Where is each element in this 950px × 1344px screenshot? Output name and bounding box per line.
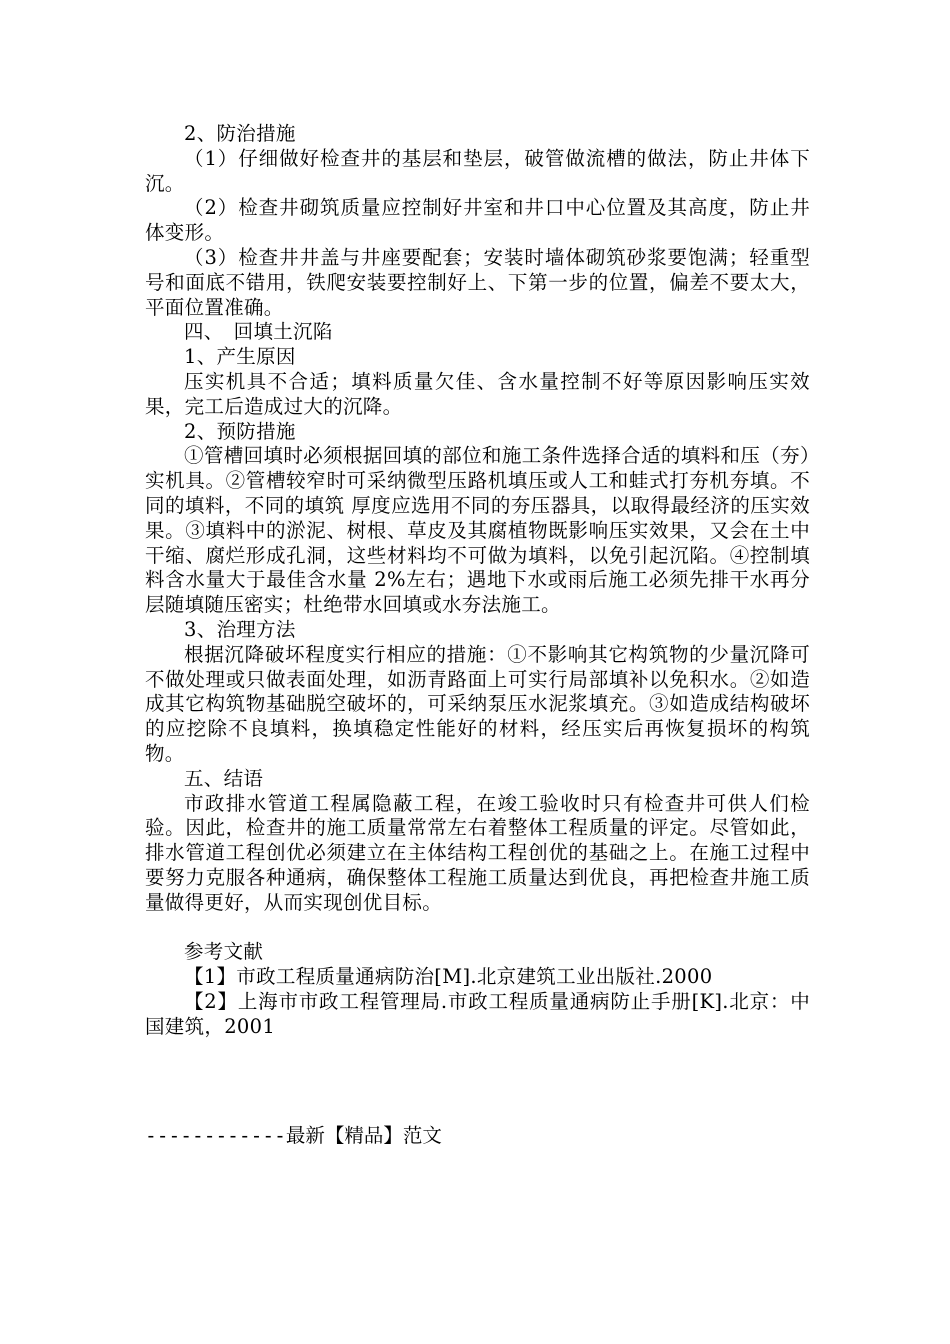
- paragraph-measure-3: （3）检查井井盖与井座要配套；安装时墙体砌筑砂浆要饱满；轻重型号和面底不错用，铁爬安装要控制好上、下第一步的位置，偏差不要太大，平面位置准确。: [145, 245, 810, 319]
- reference-item-2: 【2】上海市市政工程管理局.市政工程质量通病防止手册[K].北京：中国建筑，2001: [145, 989, 810, 1038]
- references-title: 参考文献: [184, 940, 264, 964]
- heading-preventive-measures: 2、预防措施: [184, 419, 296, 443]
- heading-causes: 1、产生原因: [184, 345, 296, 369]
- heading-treatment: 3、治理方法: [184, 617, 296, 641]
- heading-conclusion: 五、结语: [184, 766, 264, 790]
- heading-section-4: 四、 回填土沉陷: [184, 320, 333, 344]
- paragraph-conclusion: 市政排水管道工程属隐蔽工程，在竣工验收时只有检查井可供人们检验。因此，检查井的施工质量常常左右着整体工程质量的评定。尽管如此，排水管道工程创优必须建立在主体结构工程创优的基础之上。在施工过程中要努力克服各种通病，确保整体工程施工质量达到优良，再把检查井施工质量做得更好，从而实现创优目标。: [145, 791, 810, 914]
- footer-label: 最新【精品】范文: [285, 1124, 442, 1147]
- paragraph-treatment: 根据沉降破坏程度实行相应的措施：①不影响其它构筑物的少量沉降可不做处理或只做表面处理，如沥青路面上可实行局部填补以免积水。②如造成其它构筑物基础脱空破坏的，可采纳泵压水泥浆填充。③如造成结构破坏的应挖除不良填料，换填稳定性能好的材料，经压实后再恢复损坏的构筑物。: [145, 642, 810, 765]
- footer-banner: [145, 1124, 442, 1149]
- reference-item-1: 【1】市政工程质量通病防治[M].北京建筑工业出版社.2000: [184, 965, 713, 989]
- heading-prevention-measures: 2、防治措施: [184, 122, 296, 145]
- blank-line: [145, 916, 810, 941]
- paragraph-causes: 压实机具不合适；填料质量欠佳、含水量控制不好等原因影响压实效果，完工后造成过大的沉降。: [145, 369, 810, 418]
- paragraph-measure-2: （2）检查井砌筑质量应控制好井室和井口中心位置及其高度，防止井体变形。: [145, 196, 810, 245]
- footer-dashes: ------------: [145, 1124, 286, 1147]
- paragraph-measure-1: （1）仔细做好检查井的基层和垫层，破管做流槽的做法，防止井体下沉。: [145, 146, 810, 195]
- paragraph-preventive-measures: ①管槽回填时必须根据回填的部位和施工条件选择合适的填料和压（夯）实机具。②管槽较窄时可采纳微型压路机填压或人工和蛙式打夯机夯填。不同的填料，不同的填筑 厚度应选用不同的夯压器具，以取得最经济的压实效果。③填料中的淤泥、树根、草皮及其腐植物既影响压实效果，又会在土中干缩、腐烂形成孔洞，这些材料均不可做为填料，以免引起沉陷。④控制填料含水量大于最佳含水量 2%左右；遇地下水或雨后施工必须先排干水再分层随填随压密实；杜绝带水回填或水夯法施工。: [145, 444, 810, 617]
- document-body: [145, 122, 810, 1039]
